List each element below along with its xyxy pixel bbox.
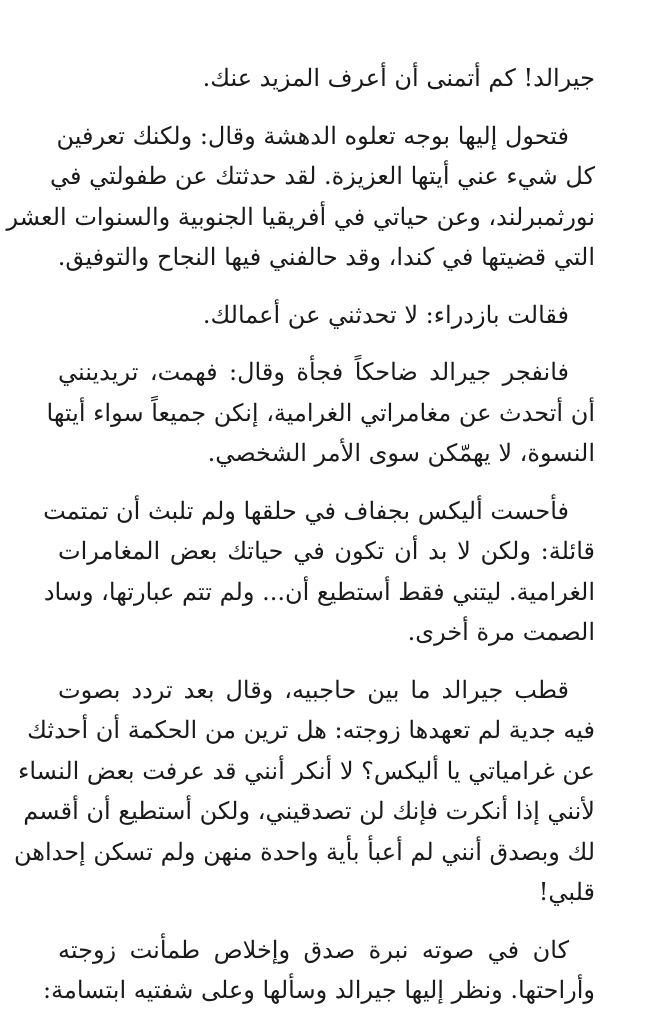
- text-line: فأحست أليكس بجفاف في حلقها ولم تلبث أن تمتمت: [43, 496, 569, 525]
- text-line: نورثمبرلند، وعن حياتي في أفريقيا الجنوبية والسنوات العشر: [6, 202, 595, 231]
- text-line: النسوة، لا يهمّكن سوى الأمر الشخصي.: [207, 439, 595, 467]
- text-line: وأراحتها. ونظر إليها جيرالد وسألها وعلى شفتيه ابتسامة:: [43, 976, 595, 1004]
- paragraph: [43, 930, 595, 1011]
- text-line: التي قضيتها في كندا، وقد حالفني فيها النجاح والتوفيق.: [57, 243, 595, 271]
- paragraph: [6, 116, 595, 278]
- text-line: لك وبصدق أنني لم أعبأ بأية واحدة منهن ولم تسكن إحداهن: [14, 837, 595, 866]
- text-line: عن غرامياتي يا أليكس؟ لا أنكر أنني قد عرفت بعض النساء: [18, 756, 595, 785]
- paragraph: [14, 670, 595, 913]
- text-line: الصمت مرة أخرى.: [407, 618, 595, 646]
- paragraph: [58, 295, 595, 336]
- text-line: قطب جيرالد ما بين حاجبيه، وقال بعد تردد بصوت: [58, 675, 569, 704]
- text-line: كان في صوته نبرة صدق وإخلاص طمأنت زوجته: [58, 935, 569, 964]
- text-line: الغرامية. ليتني فقط أستطيع أن... ولم تتم عبارتها، وساد: [43, 577, 595, 606]
- text-line: فتحول إليها بوجه تعلوه الدهشة وقال: ولكنك تعرفين: [56, 121, 569, 150]
- text-line: كل شيء عني أيتها العزيزة. لقد حدثتك عن طفولتي في: [49, 162, 595, 190]
- text-line: أن أتحدث عن مغامراتي الغرامية، إنكن جميعاً سواء أيتها: [46, 398, 595, 427]
- paragraph: [43, 491, 595, 653]
- text-line: فيه جدية لم تعهدها زوجته: هل ترين من الحكمة أن أحدثك: [27, 716, 595, 744]
- paragraph: [46, 352, 595, 474]
- text-line: قلبي!: [538, 878, 595, 906]
- text-line: فقالت بازدراء: لا تحدثني عن أعمالك.: [202, 300, 569, 329]
- text-line: لأنني إذا أنكرت فإنك لن تصدقيني، ولكن أستطيع أن أقسم: [23, 797, 595, 825]
- text-line: فانفجر جيرالد ضاحكاً فجأة وقال: فهمت، تريدينني: [58, 358, 569, 386]
- paragraph: [58, 58, 595, 99]
- text-line: قائلة: ولكن لا بد أن تكون في حياتك بعض المغامرات: [58, 537, 595, 565]
- text-line: جيرالد! كم أتمنى أن أعرف المزيد عنك.: [202, 64, 595, 92]
